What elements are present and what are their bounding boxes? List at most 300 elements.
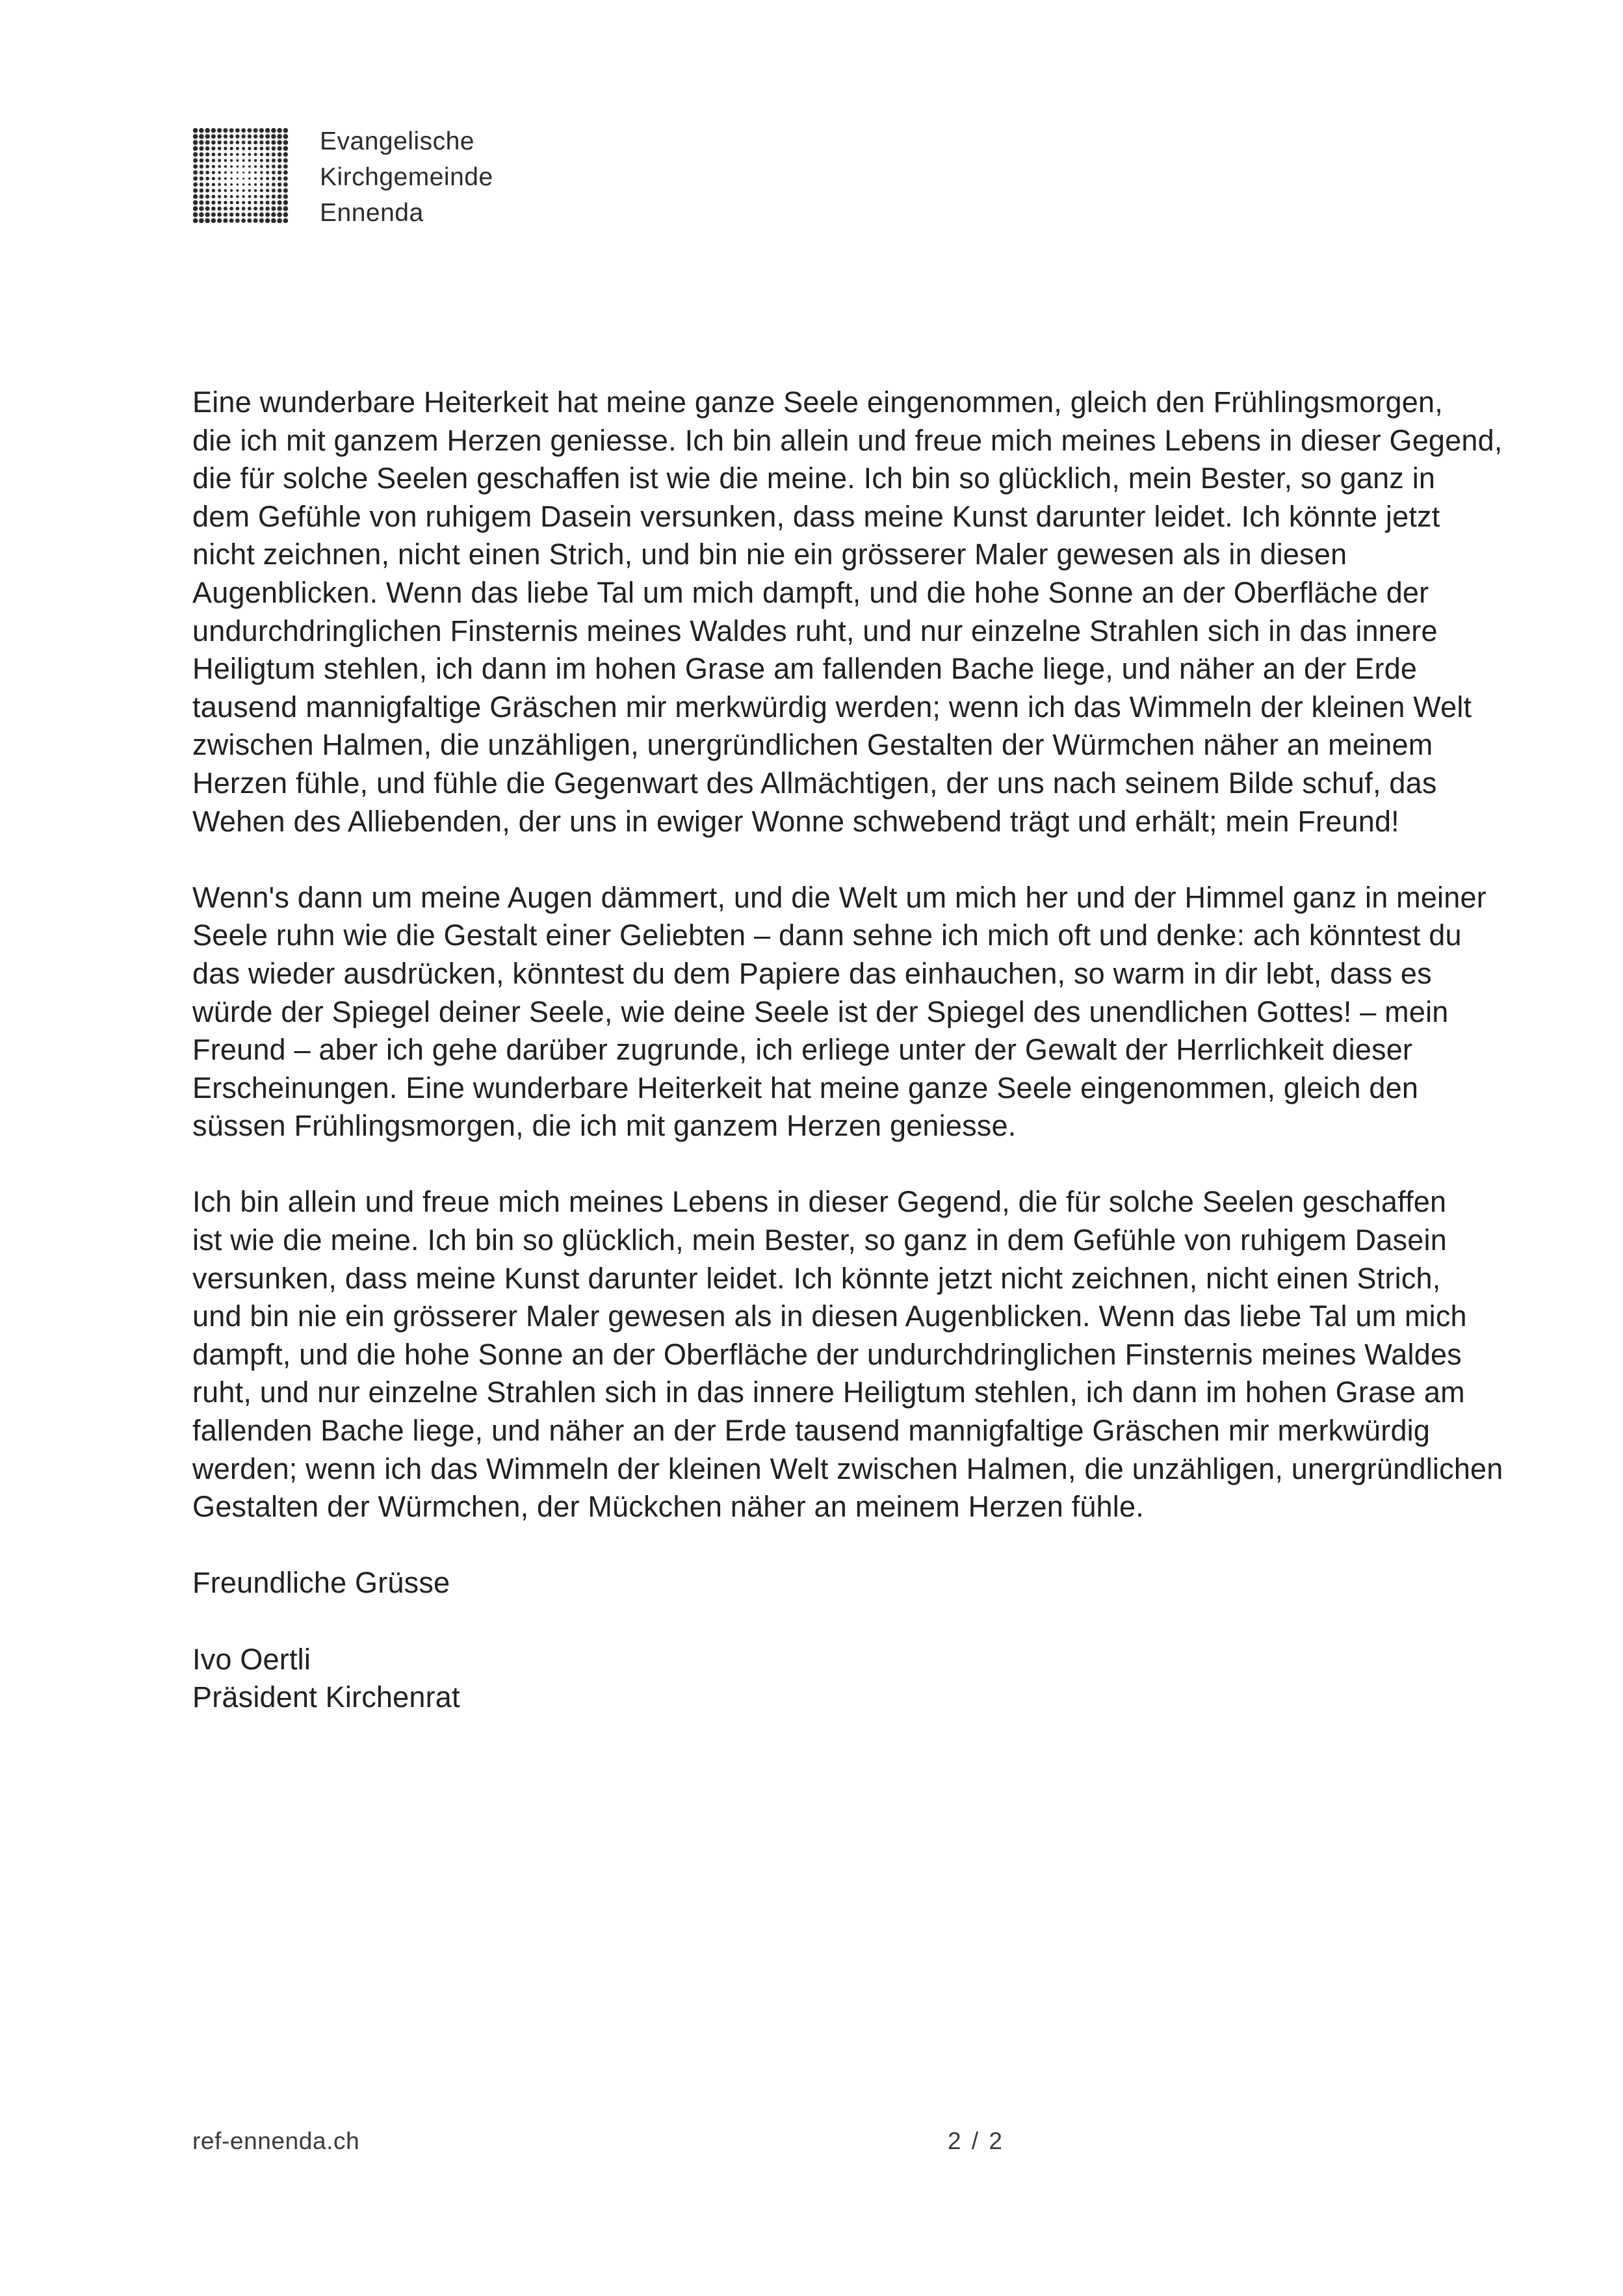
text-line: Gestalten der Würmchen, der Mückchen näher an meinem Herzen fühle. (192, 1490, 1144, 1524)
logo-dot (237, 177, 239, 179)
text-line: dem Gefühle von ruhigem Dasein versunken, dass meine Kunst darunter leidet. Ich könnte jetzt (192, 499, 1440, 533)
text-line: Wehen des Alliebenden, der uns in ewiger Wonne schwebend trägt und erhält; mein Freund! (192, 804, 1399, 838)
dot-grid-logo-icon (192, 127, 289, 224)
logo-dot (242, 183, 244, 185)
logo-dot (271, 134, 276, 138)
logo-dot (248, 135, 252, 138)
logo-dot (278, 170, 281, 174)
logo-dot (205, 206, 210, 211)
paragraph-2 (192, 879, 1518, 1145)
logo-dot (193, 158, 198, 163)
letterhead (192, 127, 493, 231)
logo-dot (224, 159, 227, 163)
logo-dot (211, 213, 216, 217)
logo-dot (235, 218, 240, 223)
logo-dot (272, 177, 276, 181)
logo-dot (242, 159, 245, 162)
logo-dot (223, 218, 227, 223)
logo-dot (236, 140, 240, 144)
logo-dot (211, 218, 216, 223)
logo-dot (283, 152, 288, 157)
logo-dot (230, 183, 233, 186)
logo-dot (205, 189, 209, 192)
text-line: Wenn's dann um meine Augen dämmert, und die Welt um mich her und der Himmel ganz in meiner (192, 880, 1487, 914)
logo-dot (211, 134, 216, 138)
logo-dot (277, 218, 282, 224)
logo-dot (229, 140, 233, 144)
logo-dot (271, 128, 276, 133)
logo-dot (283, 212, 289, 217)
logo-dot (254, 177, 257, 180)
logo-dot (224, 147, 227, 150)
logo-dot (254, 153, 257, 156)
logo-dot (224, 153, 227, 156)
text-line: fallenden Bache liege, und näher an der Erde tausend mannigfaltige Gräschen mir merkwürdig (192, 1414, 1431, 1448)
logo-dot (223, 128, 227, 133)
logo-dot (265, 140, 270, 145)
logo-dot (278, 194, 282, 199)
text-line: würde der Spiegel deiner Seele, wie deine Seele ist der Spiegel des unendlichen Gottes! – mein (192, 995, 1449, 1028)
logo-dot (248, 177, 250, 179)
logo-dot (266, 177, 269, 180)
text-line: süssen Frühlingsmorgen, die ich mit ganzem Herzen geniesse. (192, 1109, 1017, 1143)
logo-dot (199, 134, 204, 139)
logo-dot (212, 171, 215, 174)
logo-dot (254, 195, 257, 198)
logo-dot (224, 195, 227, 198)
logo-dot (193, 182, 198, 187)
logo-dot (241, 218, 246, 223)
text-line: Eine wunderbare Heiterkeit hat meine ganze Seele eingenommen, gleich den Frühlingsmorgen, (192, 385, 1443, 419)
logo-dot (230, 159, 233, 162)
text-line: ruht, und nur einzelne Strahlen sich in das innere Heiligtum stehlen, ich dann im hohen Grase am (192, 1376, 1465, 1409)
text-line: Heiligtum stehlen, ich dann im hohen Grase am fallenden Bache liege, und näher an der Erde (192, 652, 1418, 686)
logo-dot (212, 195, 216, 199)
logo-dot (283, 146, 288, 151)
logo-dot (278, 164, 281, 168)
logo-dot (205, 183, 209, 187)
org-name-line-2: Kirchgemeinde (320, 163, 493, 191)
logo-dot (283, 140, 289, 145)
logo-dot (242, 147, 245, 150)
logo-dot (283, 200, 288, 205)
logo-dot (200, 177, 203, 181)
logo-dot (277, 128, 282, 133)
logo-dot (200, 183, 203, 187)
logo-dot (236, 159, 239, 162)
org-name-line-1: Evangelische (320, 127, 474, 155)
logo-dot (211, 146, 215, 150)
logo-dot (259, 140, 263, 144)
logo-dot (254, 171, 257, 174)
logo-dot (212, 165, 215, 168)
logo-dot (242, 177, 244, 179)
logo-dot (224, 135, 227, 138)
logo-dot (218, 171, 221, 174)
logo-dot (253, 147, 257, 150)
logo-dot (283, 206, 289, 211)
logo-dot (193, 218, 198, 224)
logo-dot (248, 213, 252, 216)
logo-dot (242, 195, 245, 198)
logo-dot (193, 189, 198, 193)
logo-dot (253, 218, 258, 223)
logo-dot (253, 201, 257, 204)
logo-dot (230, 165, 233, 168)
text-line: zwischen Halmen, die unzähligen, unergründlichen Gestalten der Würmchen näher an meinem (192, 728, 1433, 762)
logo-dot (248, 172, 250, 174)
text-line: Herzen fühle, und fühle die Gegenwart des Allmächtigen, der uns nach seinem Bilde schuf, das (192, 766, 1437, 800)
logo-dot (260, 201, 264, 205)
logo-dot (217, 218, 222, 223)
logo-dot (193, 176, 198, 181)
logo-dot (242, 201, 245, 204)
logo-dot (265, 218, 270, 223)
logo-dot (259, 218, 264, 223)
logo-dot (224, 171, 227, 174)
text-line: Ich bin allein und freue mich meines Lebens in dieser Gegend, die für solche Seelen geschaffen (192, 1185, 1447, 1219)
text-line: Augenblicken. Wenn das liebe Tal um mich dampft, und die hohe Sonne an der Oberfläche der (192, 575, 1429, 609)
logo-dot (271, 140, 276, 145)
logo-dot (254, 165, 257, 168)
logo-dot (218, 189, 221, 192)
logo-dot (278, 200, 282, 205)
logo-dot (266, 153, 270, 157)
logo-dot (235, 128, 240, 133)
logo-dot (266, 183, 269, 186)
logo-dot (224, 140, 227, 144)
logo-dot (237, 183, 239, 185)
logo-dot (272, 153, 276, 157)
logo-dot (237, 165, 239, 167)
logo-dot (242, 172, 244, 174)
logo-dot (260, 165, 263, 168)
logo-dot (229, 218, 234, 223)
logo-dot (278, 183, 281, 187)
logo-dot (266, 165, 269, 168)
logo-dot (205, 177, 209, 181)
logo-dot (236, 201, 239, 204)
logo-dot (259, 135, 264, 139)
logo-dot (283, 189, 288, 193)
logo-dot (193, 212, 198, 217)
logo-dot (271, 206, 276, 211)
logo-dot (265, 207, 270, 211)
logo-dot (205, 146, 210, 151)
logo-dot (260, 177, 263, 180)
logo-dot (193, 140, 198, 145)
logo-dot (212, 183, 215, 186)
logo-dot (283, 182, 288, 187)
logo-dot (230, 177, 232, 179)
logo-dot (224, 207, 227, 211)
logo-dot (193, 152, 198, 157)
logo-dot (259, 213, 264, 217)
logo-dot (211, 201, 215, 205)
logo-dot (272, 164, 276, 168)
logo-dot (199, 206, 203, 211)
logo-dot (218, 140, 222, 144)
logo-dot (278, 152, 282, 157)
logo-dot (212, 189, 215, 192)
logo-dot (247, 128, 252, 133)
logo-dot (224, 189, 227, 192)
logo-dot (200, 164, 203, 168)
logo-dot (193, 200, 198, 205)
logo-dot (266, 195, 270, 199)
logo-dot (253, 128, 258, 133)
logo-dot (236, 189, 239, 192)
logo-dot (278, 159, 281, 163)
logo-dot (266, 159, 269, 162)
logo-dot (218, 201, 222, 205)
logo-dot (224, 201, 227, 204)
logo-dot (193, 128, 198, 133)
logo-dot (224, 165, 227, 168)
page-number: 2 / 2 (948, 2128, 1004, 2154)
logo-dot (242, 213, 246, 216)
org-name-line-3: Ennenda (320, 199, 424, 227)
logo-dot (278, 177, 281, 181)
logo-dot (272, 200, 276, 205)
logo-dot (271, 212, 276, 216)
logo-dot (283, 158, 288, 163)
logo-dot (212, 153, 216, 157)
logo-dot (266, 171, 269, 174)
logo-dot (212, 159, 215, 162)
logo-dot (211, 207, 216, 211)
logo-dot (229, 128, 234, 133)
logo-dot (205, 140, 210, 145)
logo-dot (271, 218, 276, 224)
logo-dot (193, 170, 198, 175)
logo-dot (283, 134, 289, 139)
logo-dot (254, 189, 257, 192)
logo-dot (229, 207, 233, 211)
logo-dot (235, 213, 239, 216)
logo-dot (236, 147, 239, 150)
logo-dot (253, 140, 257, 144)
logo-dot (237, 172, 239, 174)
logo-dot (260, 153, 263, 156)
logo-dot (248, 159, 251, 162)
logo-dot (229, 135, 233, 138)
logo-dot (230, 195, 233, 198)
text-line: dampft, und die hohe Sonne an der Oberfläche der undurchdringlichen Finsternis meines Waldes (192, 1337, 1462, 1371)
logo-dot (200, 152, 204, 157)
logo-dot (242, 207, 246, 211)
logo-dot (266, 201, 270, 205)
logo-dot (218, 147, 222, 151)
logo-dot (266, 146, 270, 150)
logo-dot (277, 212, 282, 217)
logo-dot (230, 201, 233, 204)
signature-name: Ivo Oertli (192, 1642, 311, 1676)
logo-dot (193, 146, 198, 151)
logo-dot (212, 177, 215, 180)
logo-dot (283, 218, 289, 224)
logo-dot (205, 194, 209, 198)
logo-dot (218, 153, 221, 156)
logo-dot (283, 194, 288, 199)
logo-dot (260, 183, 263, 187)
logo-dot (272, 183, 276, 187)
logo-dot (236, 153, 239, 156)
logo-dot (236, 195, 239, 198)
logo-dot (199, 128, 204, 133)
logo-dot (193, 206, 198, 211)
logo-dot (247, 218, 252, 223)
logo-dot (200, 159, 203, 163)
logo-dot (259, 207, 263, 211)
logo-dot (200, 189, 203, 192)
text-line: nicht zeichnen, nicht einen Strich, und bin nie ein grösserer Maler gewesen als in diesen (192, 538, 1347, 571)
logo-dot (260, 159, 263, 162)
logo-dot (205, 134, 209, 138)
logo-dot (218, 165, 221, 168)
logo-dot (217, 135, 222, 139)
logo-dot (248, 165, 251, 168)
logo-dot (193, 134, 198, 139)
logo-dot (266, 189, 269, 192)
text-line: Erscheinungen. Eine wunderbare Heiterkeit hat meine ganze Seele eingenommen, gleich den (192, 1071, 1419, 1104)
logo-dot (199, 212, 204, 217)
text-line: undurchdringlichen Finsternis meines Waldes ruht, und nur einzelne Strahlen sich in das innere (192, 614, 1438, 647)
logo-dot (205, 200, 210, 205)
text-line: werden; wenn ich das Wimmeln der kleinen Welt zwischen Halmen, die unzähligen, unergründlichen (192, 1452, 1503, 1485)
logo-dot (254, 159, 257, 163)
logo-dot (199, 200, 203, 205)
logo-dot (218, 207, 222, 211)
logo-dot (260, 147, 264, 151)
logo-dot (242, 189, 245, 192)
text-line: die ich mit ganzem Herzen geniesse. Ich bin allein und freue mich meines Lebens in dieser Gegend, (192, 423, 1503, 457)
paragraph-3 (192, 1183, 1518, 1526)
logo-dot (277, 134, 282, 139)
logo-dot (235, 135, 239, 138)
logo-dot (278, 189, 281, 192)
logo-dot (248, 201, 251, 204)
logo-dot (283, 164, 288, 169)
logo-dot (253, 207, 257, 211)
logo-dot (272, 189, 276, 192)
logo-dot (211, 128, 216, 133)
logo-dot (260, 189, 263, 192)
logo-dot (236, 207, 240, 211)
logo-dot (230, 172, 232, 174)
logo-dot (283, 176, 288, 181)
logo-dot (230, 147, 233, 150)
logo-dot (260, 195, 263, 198)
logo-dot (200, 170, 203, 174)
logo-dot (241, 128, 246, 133)
logo-dot (277, 206, 281, 211)
logo-dot (200, 194, 204, 199)
logo-dot (253, 135, 257, 138)
logo-dot (224, 177, 227, 180)
logo-dot (217, 128, 222, 133)
text-line: versunken, dass meine Kunst darunter leidet. Ich könnte jetzt nicht zeichnen, nicht einen Strich, (192, 1261, 1441, 1295)
logo-dot (199, 146, 203, 151)
organization-name (320, 124, 493, 231)
text-line: die für solche Seelen geschaffen ist wie die meine. Ich bin so glücklich, mein Bester, so ganz in (192, 462, 1436, 495)
logo-dot (260, 171, 263, 174)
logo-dot (205, 128, 210, 133)
logo-dot (193, 194, 198, 199)
logo-dot (199, 218, 204, 224)
logo-dot (248, 153, 252, 156)
text-line: Freund – aber ich gehe darüber zugrunde, ich erliege unter der Gewalt der Herrlichkeit dieser (192, 1033, 1413, 1067)
logo-dot (265, 213, 270, 217)
closing-text: Freundliche Grüsse (192, 1566, 450, 1600)
logo-dot (218, 195, 221, 198)
logo-dot (283, 128, 289, 133)
logo-dot (242, 135, 246, 138)
logo-dot (205, 218, 210, 224)
logo-dot (278, 146, 282, 151)
logo-dot (242, 153, 245, 156)
logo-dot (218, 177, 221, 180)
logo-dot (277, 140, 281, 144)
text-line: Seele ruhn wie die Gestalt einer Geliebten – dann sehne ich mich oft und denke: ach könntest du (192, 919, 1462, 952)
signature-block (192, 1641, 1518, 1717)
text-line: das wieder ausdrücken, könntest du dem Papiere das einhauchen, so warm in dir lebt, dass es (192, 956, 1432, 990)
logo-dot (242, 140, 246, 144)
logo-dot (205, 171, 209, 175)
logo-dot (253, 213, 257, 216)
logo-dot (205, 159, 209, 163)
logo-dot (272, 194, 276, 198)
logo-dot (217, 213, 222, 217)
logo-dot (248, 207, 252, 211)
signature-title: Präsident Kirchenrat (192, 1680, 460, 1714)
logo-dot (259, 128, 264, 133)
logo-dot (242, 165, 244, 167)
letter-body (192, 384, 1518, 1755)
logo-dot (229, 213, 233, 216)
logo-dot (254, 183, 257, 186)
logo-dot (265, 134, 270, 138)
logo-dot (230, 153, 233, 156)
logo-dot (248, 140, 252, 144)
logo-dot (248, 195, 252, 198)
logo-dot (272, 146, 276, 151)
paragraph-1 (192, 384, 1518, 841)
logo-dot (283, 170, 288, 175)
logo-dot (224, 183, 227, 186)
logo-dot (248, 189, 251, 192)
logo-dot (211, 140, 216, 145)
logo-dot (218, 183, 221, 187)
logo-dot (205, 153, 209, 157)
text-line: ist wie die meine. Ich bin so glücklich, mein Bester, so ganz in dem Gefühle von ruhigem Dasein (192, 1223, 1447, 1257)
logo-dot (248, 183, 251, 186)
logo-dot (193, 164, 198, 169)
logo-dot (205, 212, 209, 216)
logo-dot (205, 164, 209, 168)
logo-dot (272, 159, 276, 163)
text-line: tausend mannigfaltige Gräschen mir merkwürdig werden; wenn ich das Wimmeln der kleinen Welt (192, 690, 1472, 724)
closing-greeting (192, 1564, 1518, 1602)
logo-dot (224, 213, 227, 216)
footer-website-link[interactable]: ref-ennenda.ch (192, 2128, 360, 2154)
logo-dot (230, 189, 233, 192)
logo-dot (272, 171, 276, 175)
logo-dot (218, 159, 221, 162)
logo-dot (265, 128, 270, 133)
logo-dot (248, 147, 251, 150)
text-line: und bin nie ein grösserer Maler gewesen als in diesen Augenblicken. Wenn das liebe Tal um mich (192, 1299, 1467, 1333)
